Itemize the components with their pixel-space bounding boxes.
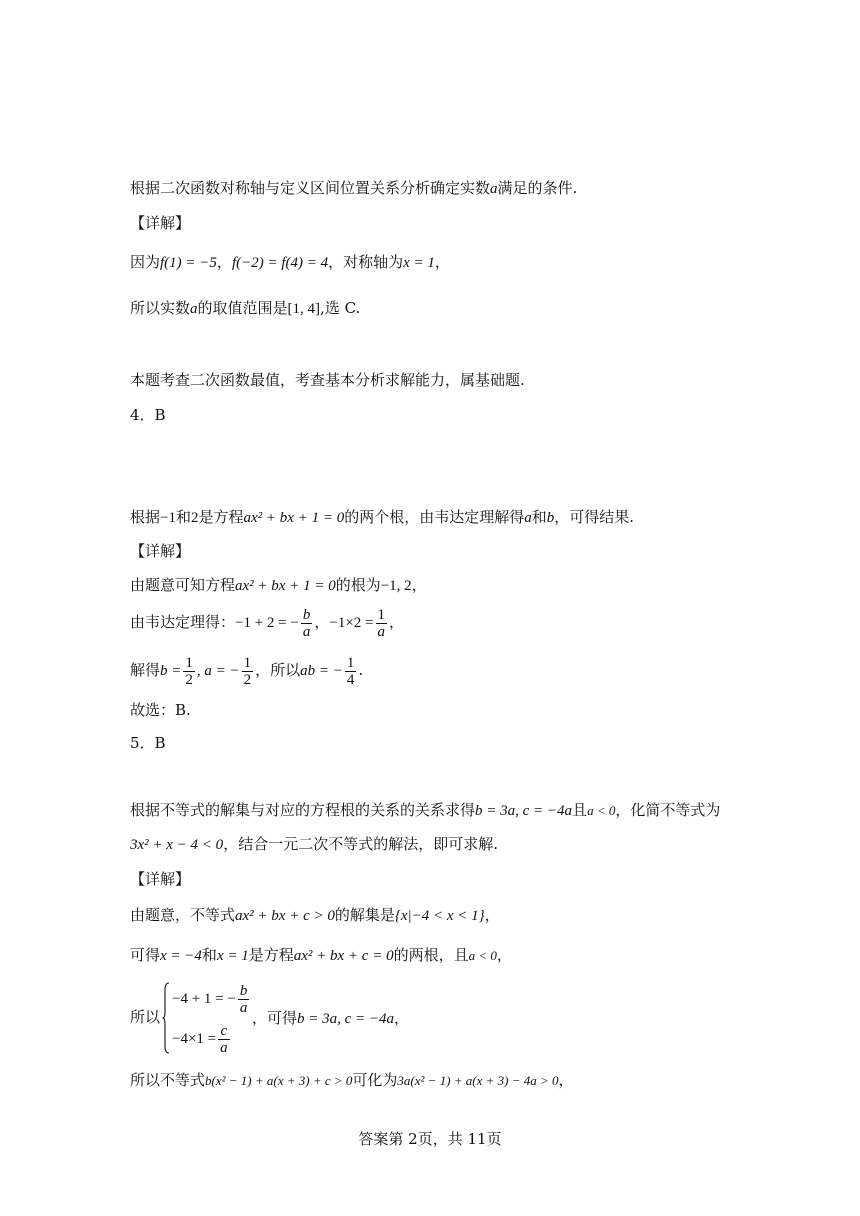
q5-analysis-1: 根据不等式的解集与对应的方程根的关系的关系求得b = 3a, c = −4a且a < 0，化简不等式为 [130, 801, 721, 819]
page-footer: 答案第 2页，共 11页 [358, 1130, 502, 1148]
left-brace-icon [162, 982, 170, 1054]
fraction: $\frac{1}{4}$ [346, 654, 355, 688]
q5-answer: 5．B [130, 734, 166, 752]
q5-last-line: 所以不等式b(x² − 1) + a(x + 3) + c > 0可化为3a(x² − 1) + a(x + 3) − 4a > 0， [130, 1071, 574, 1089]
fraction: $\frac{c}{a}$ [220, 1022, 228, 1056]
q4-answer: 4．B [130, 406, 166, 424]
fraction: $\frac{1}{a}$ [377, 606, 386, 640]
q5-system-result: ，可得b = 3a, c = −4a， [252, 1009, 410, 1027]
fraction: $\frac{b}{a}$ [302, 606, 311, 640]
q3-detail-header: 【详解】 [130, 214, 191, 232]
q5-detail-header: 【详解】 [130, 870, 191, 888]
fraction: $\frac{1}{2}$ [185, 654, 193, 688]
q4-detail-header: 【详解】 [130, 542, 191, 560]
fraction: $\frac{b}{a}$ [239, 982, 248, 1016]
q5-line1: 由题意，不等式ax² + bx + c > 0的解集是{x|−4 < x < 1}， [130, 906, 500, 924]
q4-choice: 故选：B. [130, 701, 191, 719]
q5-line2: 可得x = −4和x = 1是方程ax² + bx + c = 0的两根，且a < 0， [130, 946, 512, 964]
q4-line2: 由韦达定理得：−1 + 2 = − $\frac{b}{a}$ ，−1×2 = $\frac{1}{a}$ ， [130, 606, 405, 640]
q5-system-eq2: −4×1 = $\frac{c}{a}$ [172, 1022, 228, 1056]
q4-line3: 解得b = $\frac{1}{2}$ , a = − $\frac{1}{2}$ ，所以ab = − $\frac{1}{4}$ . [130, 654, 364, 688]
q3-line2: 所以实数a的取值范围是[1, 4],选 C. [130, 299, 361, 317]
q5-analysis-2: 3x² + x − 4 < 0，结合一元二次不等式的解法，即可求解. [130, 835, 498, 853]
q3-comment: 本题考查二次函数最值，考查基本分析求解能力，属基础题. [130, 371, 525, 389]
q3-analysis: 根据二次函数对称轴与定义区间位置关系分析确定实数a满足的条件. [130, 179, 578, 197]
q4-line1: 由题意可知方程ax² + bx + 1 = 0的根为−1, 2， [130, 576, 427, 594]
q5-system-eq1: −4 + 1 = − $\frac{b}{a}$ [172, 982, 248, 1016]
fraction: $\frac{1}{2}$ [243, 654, 252, 688]
q4-analysis: 根据−1和2是方程ax² + bx + 1 = 0的两个根，由韦达定理解得a和b，可得结果. [130, 508, 635, 526]
q5-system-prefix: 所以 [130, 1008, 161, 1026]
q3-line1: 因为f(1) = −5，f(−2) = f(4) = 4，对称轴为x = 1， [130, 253, 450, 271]
